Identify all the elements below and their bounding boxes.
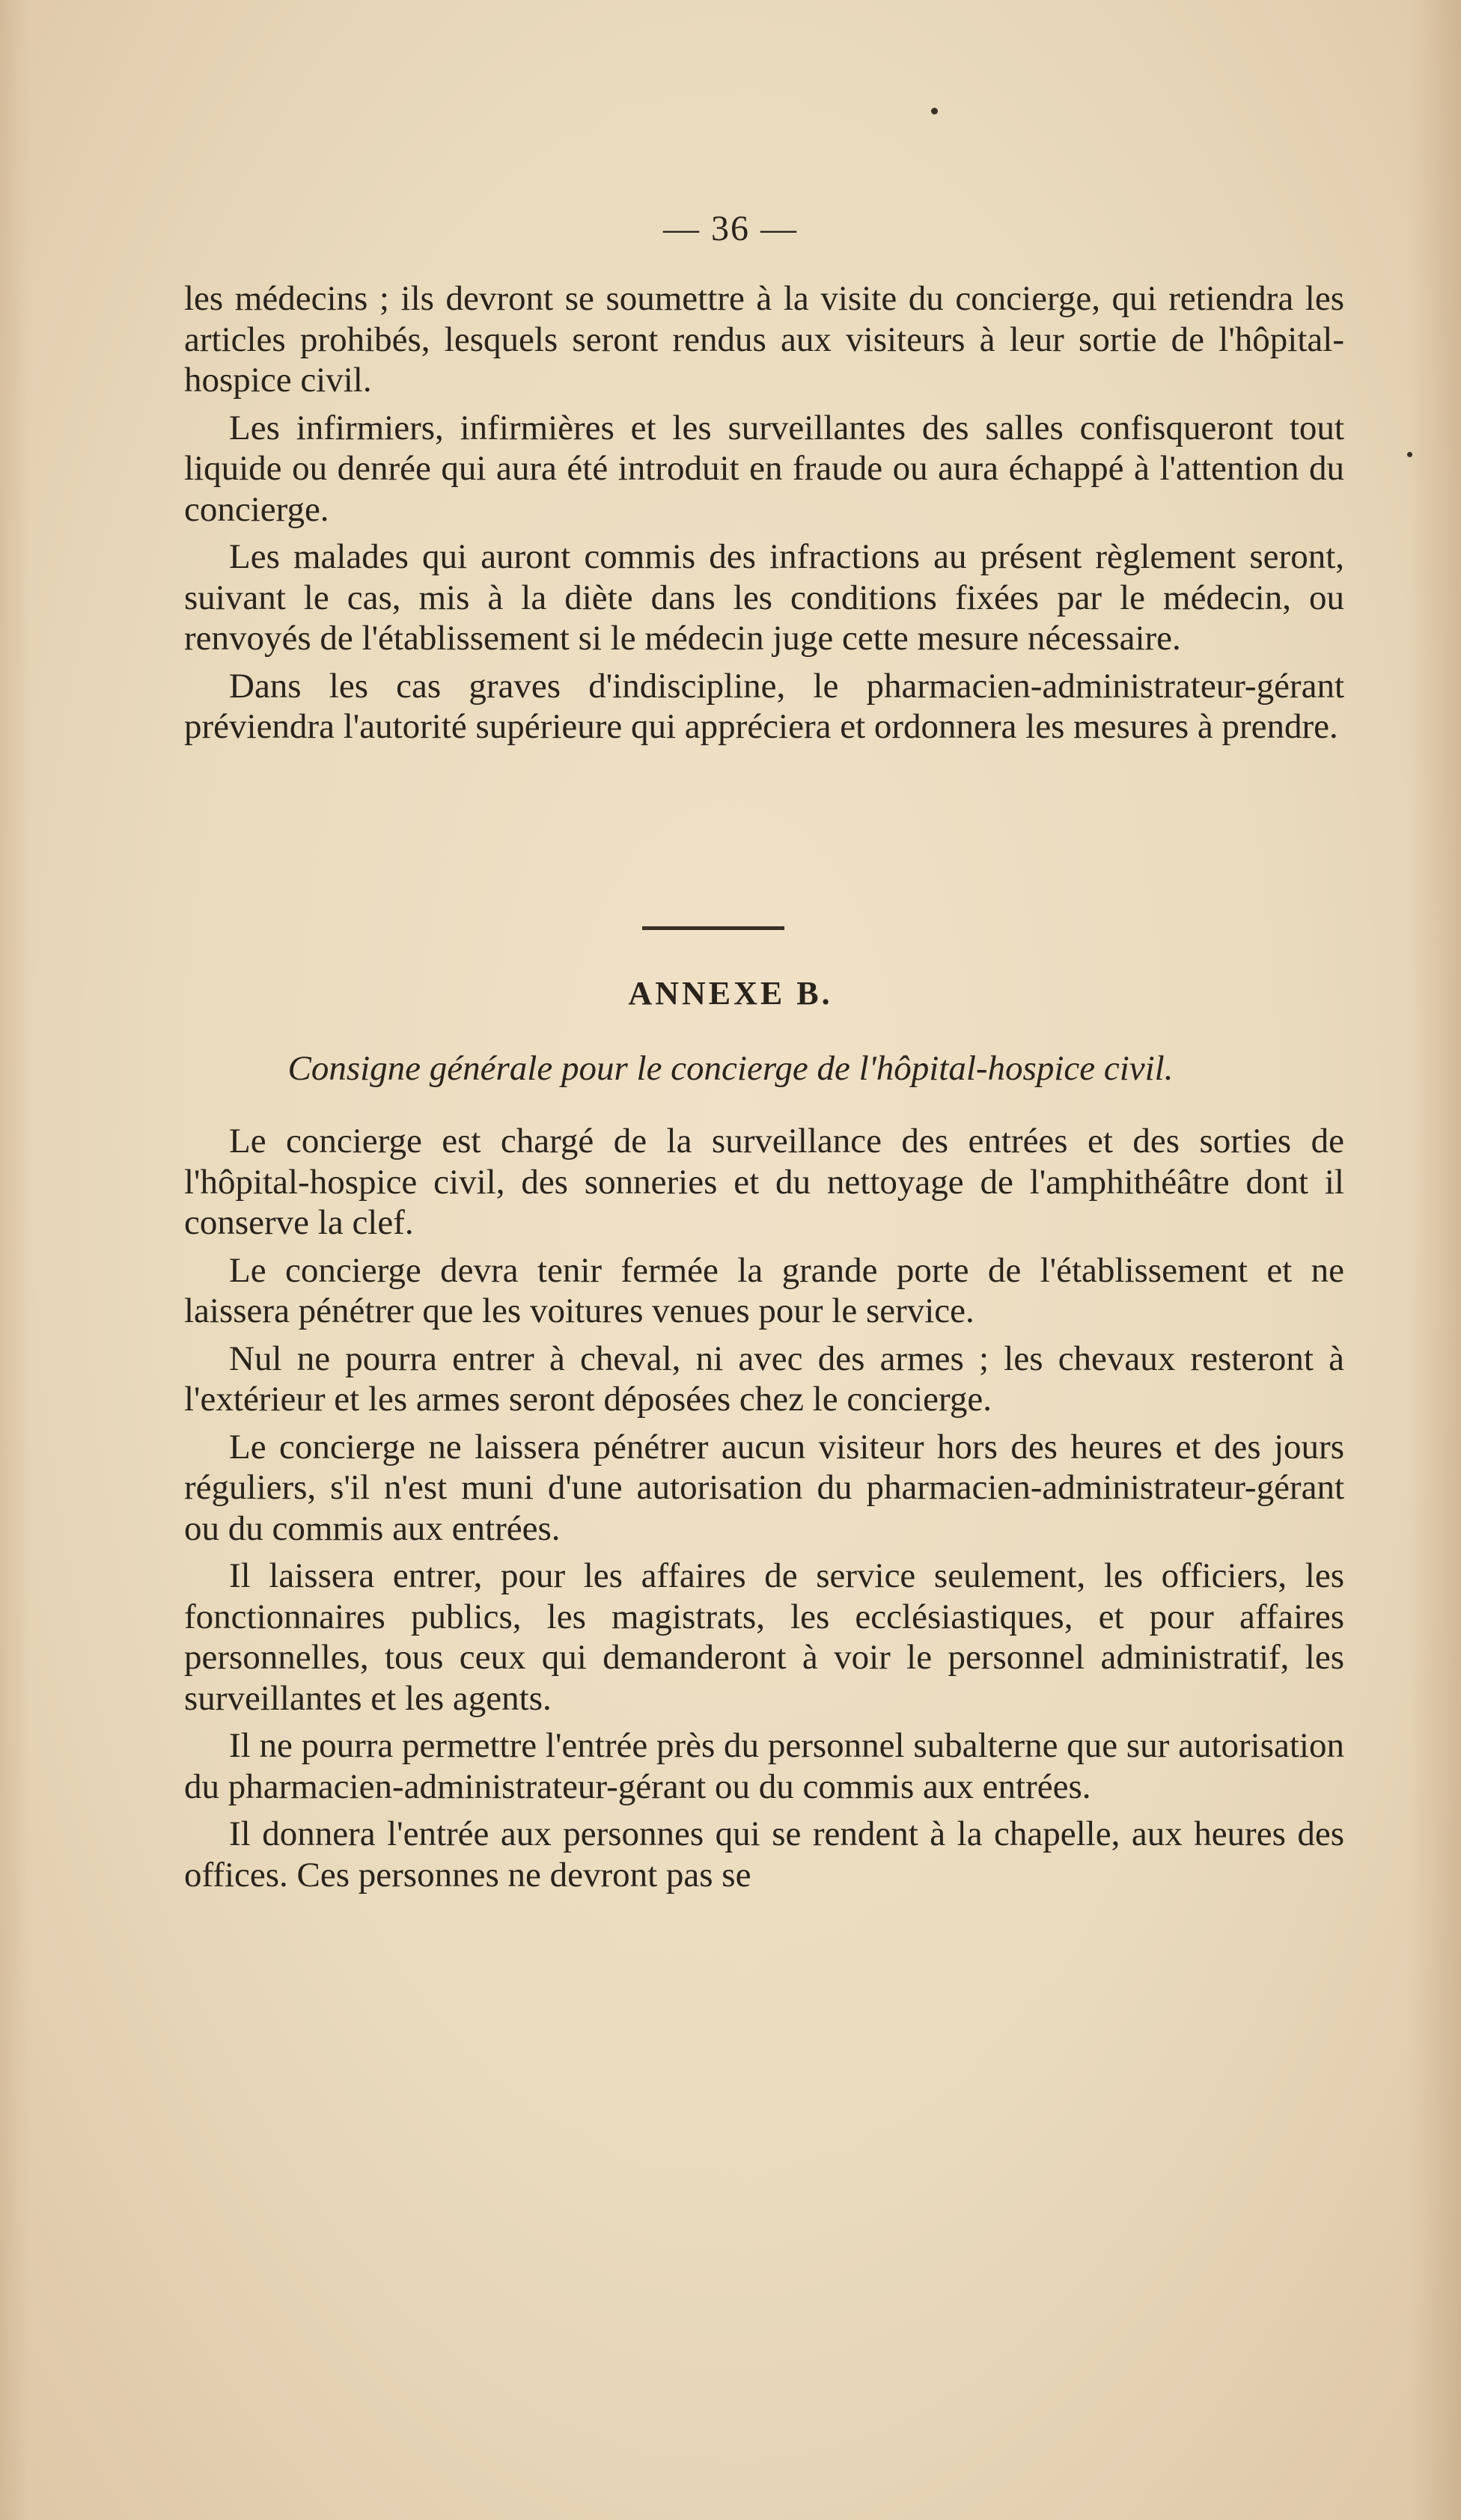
paragraph: Il donnera l'entrée aux personnes qui se rendent à la chapelle, aux heures des offices. Ces personnes ne devront pas se bbox=[184, 1814, 1344, 1894]
page-left-shadow bbox=[0, 0, 30, 2520]
ink-speck bbox=[1407, 452, 1412, 457]
paragraph: Il ne pourra permettre l'entrée près du personnel subalterne que sur autorisation du pharmacien-administrateur-gérant ou du commis aux entrées. bbox=[184, 1726, 1344, 1806]
annex-title: ANNEXE B. bbox=[628, 975, 833, 1012]
page-number: — 36 — bbox=[663, 209, 798, 248]
paragraph: les médecins ; ils devront se soumettre à la visite du concierge, qui retiendra les articles prohibés, lesquels seront rendus aux visiteurs à leur sortie de l'hôpital-hospice civil. bbox=[184, 279, 1344, 400]
annex-text bbox=[184, 1121, 1344, 1895]
page-right-shadow bbox=[1409, 0, 1461, 2520]
paragraph: Les infirmiers, infirmières et les surveillantes des salles confisqueront tout liquide ou denrée qui aura été introduit en fraude ou aura échappé à l'attention du concierge. bbox=[184, 408, 1344, 529]
paragraph: Le concierge est chargé de la surveillance des entrées et des sorties de l'hôpital-hospice civil, des sonneries et du nettoyage de l'amphithéâtre dont il conserve la clef. bbox=[184, 1122, 1344, 1242]
ink-speck bbox=[931, 108, 938, 114]
paragraph: Les malades qui auront commis des infractions au présent règlement seront, suivant le cas, mis à la diète dans les conditions fixées par le médecin, ou renvoyés de l'établissement si le médecin juge cette mesure nécessaire. bbox=[184, 537, 1344, 658]
annex-subtitle: Consigne générale pour le concierge de l'hôpital-hospice civil. bbox=[287, 1049, 1174, 1088]
paragraph: Nul ne pourra entrer à cheval, ni avec des armes ; les chevaux resteront à l'extérieur et les armes seront déposées chez le concierge. bbox=[184, 1339, 1344, 1419]
paragraph: Dans les cas graves d'indiscipline, le pharmacien-administrateur-gérant préviendra l'autorité supérieure qui appréciera et ordonnera les mesures à prendre. bbox=[184, 666, 1344, 746]
continuation-text bbox=[184, 278, 1344, 747]
paragraph: Le concierge devra tenir fermée la grande porte de l'établissement et ne laissera pénétrer que les voitures venues pour le service. bbox=[184, 1250, 1344, 1330]
section-divider bbox=[642, 926, 784, 930]
paragraph: Le concierge ne laissera pénétrer aucun visiteur hors des heures et des jours réguliers, s'il n'est muni d'une autorisation du pharmacien-administrateur-gérant ou du commis aux entrées. bbox=[184, 1427, 1344, 1548]
paragraph: Il laissera entrer, pour les affaires de service seulement, les officiers, les fonctionnaires publics, les magistrats, les ecclésiastiques, et pour affaires personnelles, tous ceux qui demanderont à voir le personnel administratif, les surveillantes et les agents. bbox=[184, 1556, 1344, 1718]
